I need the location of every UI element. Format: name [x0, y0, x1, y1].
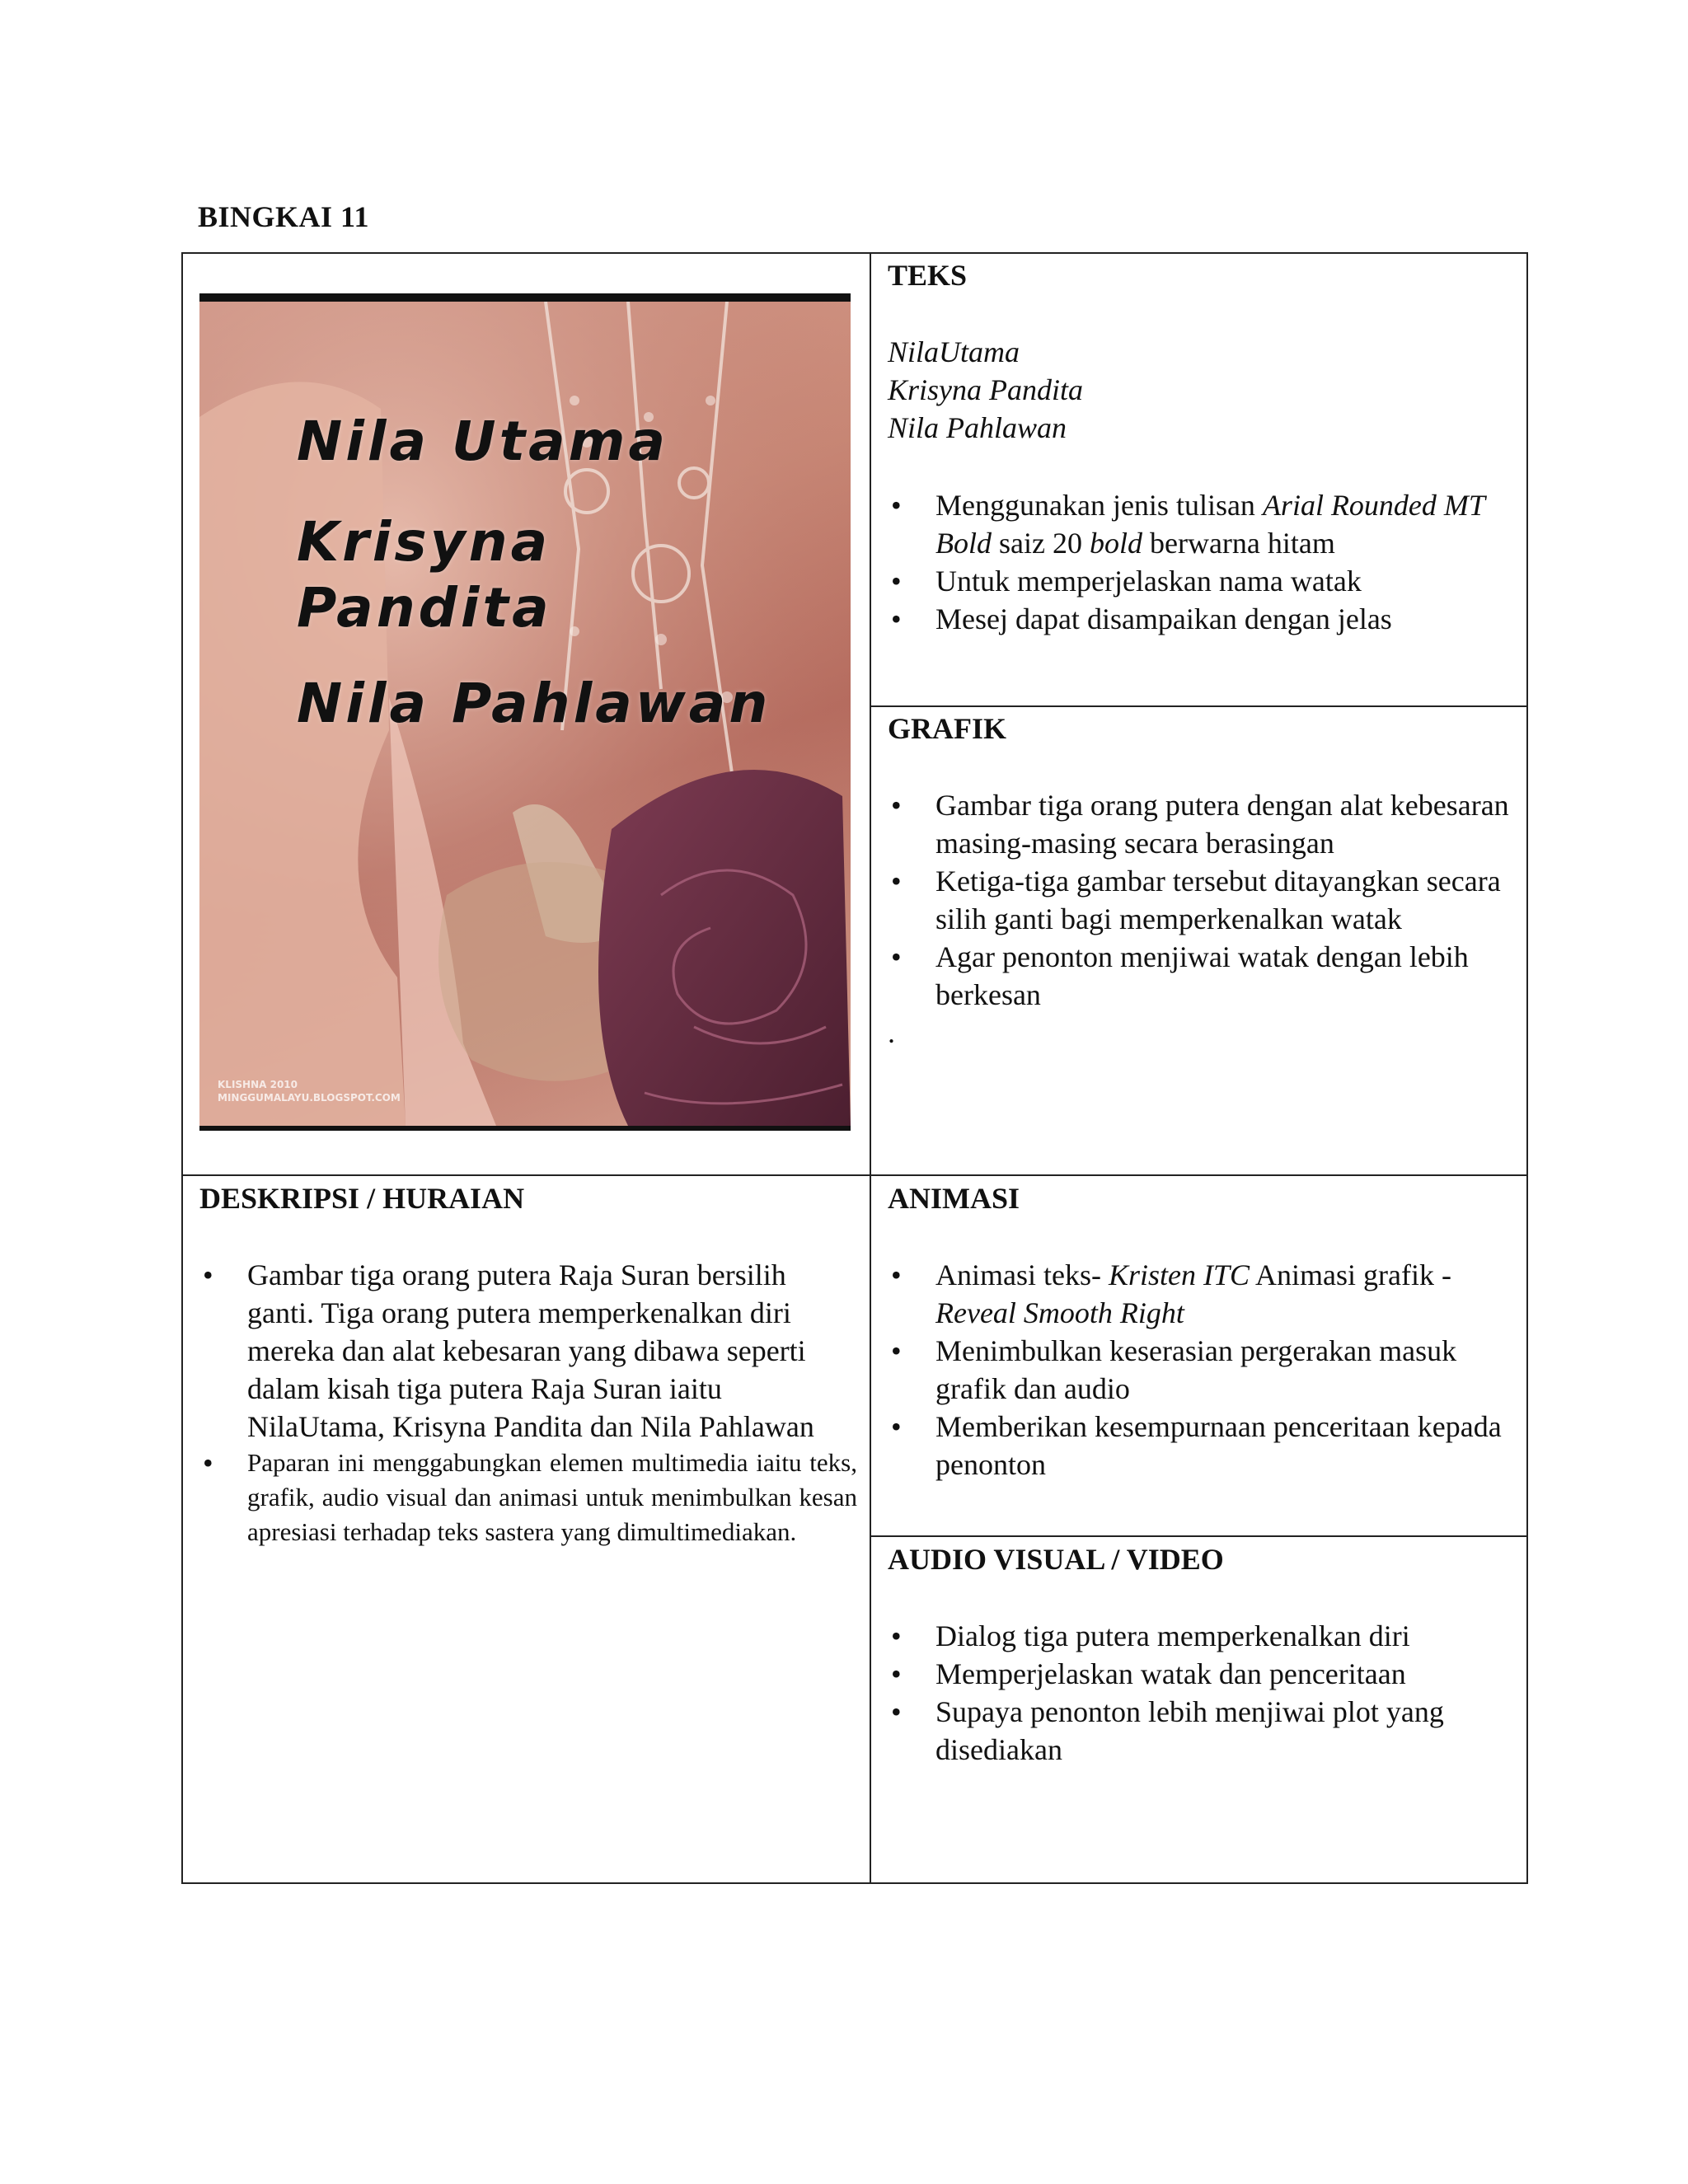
- list-item: • Agar penonton menjiwai watak dengan lebih berkesan: [888, 938, 1522, 1014]
- list-item: • Gambar tiga orang putera dengan alat kebesaran masing-masing secara berasingan: [888, 786, 1522, 862]
- list-item: • Paparan ini menggabungkan elemen multimedia iaitu teks, grafik, audio visual dan animasi untuk menimbulkan kesan apresiasi terhadap teks sastera yang dimultimediakan.: [199, 1446, 857, 1549]
- image-name-1: Nila Utama: [297, 410, 668, 473]
- row-divider-animasi-audio: [871, 1535, 1526, 1537]
- image-cell: [183, 254, 870, 1174]
- list-item: • Memperjelaskan watak dan penceritaan: [888, 1655, 1522, 1693]
- deskripsi-cell: [199, 1180, 857, 1549]
- list-item: • Dialog tiga putera memperkenalkan diri: [888, 1617, 1522, 1655]
- teks-cell: [888, 257, 1522, 638]
- image-name-3: Nila Pahlawan: [297, 672, 771, 735]
- list-item: • Animasi teks- Kristen ITC Animasi grafik - Reveal Smooth Right: [888, 1256, 1522, 1332]
- deskripsi-bullets: [199, 1256, 857, 1446]
- teks-name: Krisyna Pandita: [888, 373, 1084, 406]
- list-item: • Untuk memperjelaskan nama watak: [888, 562, 1522, 600]
- teks-names: [888, 333, 1522, 447]
- audio-visual-cell: [888, 1541, 1522, 1769]
- grafik-bullets: [888, 786, 1522, 1014]
- teks-name: NilaUtama: [888, 335, 1020, 368]
- list-item: • Ketiga-tiga gambar tersebut ditayangkan secara silih ganti bagi memperkenalkan watak: [888, 862, 1522, 938]
- column-divider: [870, 254, 871, 1882]
- image-name-2: Krisyna Pandita: [297, 510, 552, 640]
- grafik-trailing-dot: .: [888, 1016, 895, 1049]
- frame-title: BINGKAI 11: [198, 200, 370, 233]
- deskripsi-bullets-small: [199, 1446, 857, 1549]
- teks-name: Nila Pahlawan: [888, 411, 1067, 444]
- row-divider-teks-grafik: [871, 705, 1526, 707]
- list-item: • Menimbulkan keserasian pergerakan masuk grafik dan audio: [888, 1332, 1522, 1408]
- deskripsi-heading: DESKRIPSI / HURAIAN: [199, 1182, 525, 1215]
- list-item: • Memberikan kesempurnaan penceritaan kepada penonton: [888, 1408, 1522, 1483]
- audio-bullets: [888, 1617, 1522, 1769]
- grafik-cell: [888, 710, 1522, 1052]
- animasi-heading: ANIMASI: [888, 1182, 1020, 1215]
- teks-bullets: [888, 486, 1522, 638]
- image-name-overlay: [297, 409, 824, 771]
- row-divider-main: [183, 1174, 1526, 1176]
- grafik-heading: GRAFIK: [888, 712, 1006, 745]
- storyboard-image: [199, 293, 851, 1131]
- image-watermark: KLISHNA 2010 MINGGUMALAYU.BLOGSPOT.COM: [218, 1079, 401, 1104]
- teks-heading: TEKS: [888, 259, 968, 292]
- storyboard-table: [181, 252, 1528, 1884]
- list-item: • Mesej dapat disampaikan dengan jelas: [888, 600, 1522, 638]
- animasi-cell: [888, 1180, 1522, 1483]
- audio-heading: AUDIO VISUAL / VIDEO: [888, 1543, 1224, 1576]
- list-item: • Gambar tiga orang putera Raja Suran bersilih ganti. Tiga orang putera memperkenalkan diri mereka dan alat kebesaran yang dibawa seperti dalam kisah tiga putera Raja Suran iaitu NilaUtama, Krisyna Pandita dan Nila Pahlawan: [199, 1256, 857, 1446]
- list-item: • Menggunakan jenis tulisan Arial Rounded MT Bold saiz 20 bold berwarna hitam: [888, 486, 1522, 562]
- list-item: • Supaya penonton lebih menjiwai plot yang disediakan: [888, 1693, 1522, 1769]
- animasi-bullets: [888, 1256, 1522, 1483]
